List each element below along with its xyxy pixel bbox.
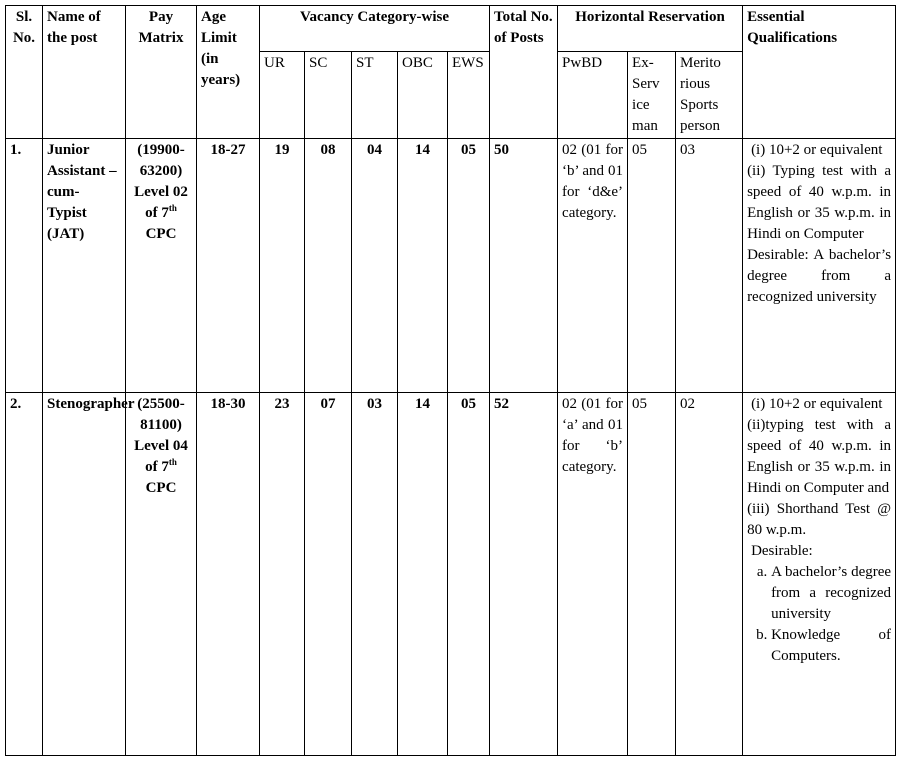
row-st: 04	[352, 139, 398, 393]
row-pay-matrix	[126, 393, 197, 756]
row-ews: 05	[448, 139, 490, 393]
row-ur: 19	[260, 139, 305, 393]
header-meritorious-sports: Merito rious Sports person	[676, 52, 743, 139]
table-row	[6, 139, 896, 393]
row-ex-serviceman: 05	[628, 393, 676, 756]
qualification-3: (iii) Shorthand Test @ 80 w.p.m.	[747, 501, 892, 538]
desirable-list	[747, 562, 891, 667]
pay-range: (25500-81100)	[137, 396, 185, 433]
pay-level-sup: th	[168, 203, 177, 213]
pay-level: Level 04 of 7	[134, 438, 188, 475]
row-obc: 14	[398, 139, 448, 393]
header-st: ST	[352, 52, 398, 139]
header-ur: UR	[260, 52, 305, 139]
header-sc: SC	[305, 52, 352, 139]
row-ex-serviceman: 05	[628, 139, 676, 393]
list-item: b. Knowledge of Computers.	[771, 625, 891, 667]
row-qualifications	[743, 139, 896, 393]
header-ews: EWS	[448, 52, 490, 139]
qualification-desirable-label: Desirable:	[751, 543, 813, 559]
header-age-limit: Age Limit (in years)	[197, 6, 260, 139]
row-obc: 14	[398, 393, 448, 756]
vacancy-table	[5, 5, 896, 756]
header-vacancy-category: Vacancy Category-wise	[260, 6, 490, 52]
row-meritorious-sports: 02	[676, 393, 743, 756]
row-age-limit: 18-30	[197, 393, 260, 756]
table-row	[6, 393, 896, 756]
list-item: a. A bachelor’s degree from a recognized university	[771, 562, 891, 625]
header-name-of-post: Name of the post	[43, 6, 126, 139]
qualification-1: (i) 10+2 or equivalent	[751, 396, 883, 412]
row-post-name: Stenographer	[43, 393, 126, 756]
row-age-limit: 18-27	[197, 139, 260, 393]
qualification-2: (ii) Typing test with a speed of 40 w.p.m. in English or 35 w.p.m. in Hindi on Computer	[747, 163, 892, 242]
row-pay-matrix	[126, 139, 197, 393]
header-ex-serviceman: Ex-Serv ice man	[628, 52, 676, 139]
row-sl-no: 1.	[6, 139, 43, 393]
header-essential-qualifications: Essential Qualifications	[743, 6, 896, 139]
row-ews: 05	[448, 393, 490, 756]
row-sl-no: 2.	[6, 393, 43, 756]
header-total-posts: Total No. of Posts	[490, 6, 558, 139]
pay-level: Level 02 of 7	[134, 184, 188, 221]
pay-level-sup: th	[168, 457, 177, 467]
row-post-name: Junior Assistant –cum- Typist (JAT)	[43, 139, 126, 393]
row-pwbd: 02 (01 for ‘b’ and 01 for ‘d&e’ category.	[558, 139, 628, 393]
row-qualifications	[743, 393, 896, 756]
row-total-posts: 50	[490, 139, 558, 393]
pay-cpc: CPC	[145, 226, 177, 242]
qualification-2: (ii)typing test with a speed of 40 w.p.m. in English or 35 w.p.m. in Hindi on Computer and	[747, 417, 892, 496]
header-sl-no: Sl. No.	[6, 6, 43, 139]
row-ur: 23	[260, 393, 305, 756]
row-meritorious-sports: 03	[676, 139, 743, 393]
qualification-1: (i) 10+2 or equivalent	[751, 142, 883, 158]
header-pwbd: PwBD	[558, 52, 628, 139]
header-obc: OBC	[398, 52, 448, 139]
pay-cpc: CPC	[145, 480, 177, 496]
row-total-posts: 52	[490, 393, 558, 756]
qualification-desirable: Desirable: A bachelor’s degree from a recognized university	[747, 247, 892, 305]
row-sc: 08	[305, 139, 352, 393]
row-pwbd: 02 (01 for ‘a’ and 01 for ‘b’ category.	[558, 393, 628, 756]
pay-range: (19900-63200)	[137, 142, 185, 179]
row-st: 03	[352, 393, 398, 756]
row-sc: 07	[305, 393, 352, 756]
header-pay-matrix: Pay Matrix	[126, 6, 197, 139]
header-horizontal-reservation: Horizontal Reservation	[558, 6, 743, 52]
